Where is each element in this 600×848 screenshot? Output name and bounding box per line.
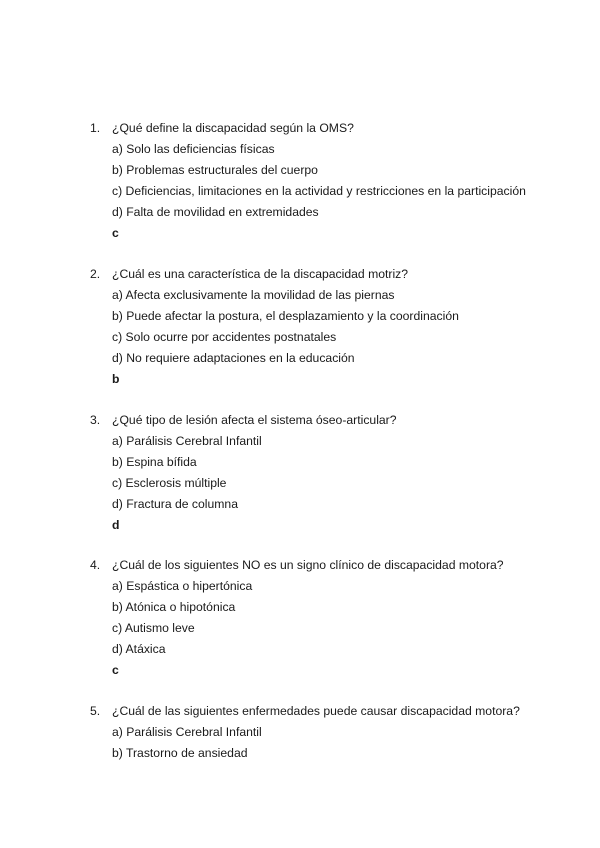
answer-key: b — [112, 372, 120, 386]
question-number: 5. — [90, 704, 101, 718]
option-a: a) Solo las deficiencias físicas — [112, 142, 275, 156]
answer-key: c — [112, 226, 119, 240]
option-d: d) No requiere adaptaciones en la educación — [112, 351, 355, 365]
question-5 — [90, 701, 590, 764]
option-b: b) Espina bífida — [112, 455, 197, 469]
question-text: ¿Qué tipo de lesión afecta el sistema óseo-articular? — [112, 413, 397, 427]
option-b: b) Atónica o hipotónica — [112, 600, 236, 614]
question-1 — [90, 118, 590, 244]
question-line — [90, 555, 590, 576]
question-number: 3. — [90, 413, 101, 427]
option-a: a) Afecta exclusivamente la movilidad de las piernas — [112, 288, 395, 302]
question-number: 2. — [90, 267, 101, 281]
option-b: b) Problemas estructurales del cuerpo — [112, 163, 318, 177]
question-4 — [90, 555, 590, 681]
option-c: c) Autismo leve — [112, 621, 195, 635]
question-number: 1. — [90, 121, 101, 135]
question-text: ¿Cuál es una característica de la discapacidad motriz? — [112, 267, 409, 281]
option-a: a) Parálisis Cerebral Infantil — [112, 434, 262, 448]
option-d: d) Fractura de columna — [112, 497, 238, 511]
option-c: c) Esclerosis múltiple — [112, 476, 227, 490]
option-c: c) Deficiencias, limitaciones en la actividad y restricciones en la participación — [112, 184, 526, 198]
option-b: b) Trastorno de ansiedad — [112, 746, 248, 760]
answer-key: d — [112, 518, 120, 532]
option-b: b) Puede afectar la postura, el desplazamiento y la coordinación — [112, 309, 459, 323]
question-number: 4. — [90, 558, 101, 572]
option-d: d) Falta de movilidad en extremidades — [112, 205, 319, 219]
option-a: a) Parálisis Cerebral Infantil — [112, 725, 262, 739]
answer-key: c — [112, 663, 119, 677]
question-text: ¿Cuál de las siguientes enfermedades puede causar discapacidad motora? — [112, 704, 520, 718]
question-line — [90, 264, 590, 285]
option-c: c) Solo ocurre por accidentes postnatales — [112, 330, 337, 344]
question-line — [90, 118, 590, 139]
question-text: ¿Qué define la discapacidad según la OMS? — [112, 121, 354, 135]
question-2 — [90, 264, 590, 390]
question-3 — [90, 410, 590, 536]
question-text: ¿Cuál de los siguientes NO es un signo clínico de discapacidad motora? — [112, 558, 504, 572]
question-line — [90, 701, 590, 722]
option-a: a) Espástica o hipertónica — [112, 579, 253, 593]
question-line — [90, 410, 590, 431]
option-d: d) Atáxica — [112, 642, 166, 656]
